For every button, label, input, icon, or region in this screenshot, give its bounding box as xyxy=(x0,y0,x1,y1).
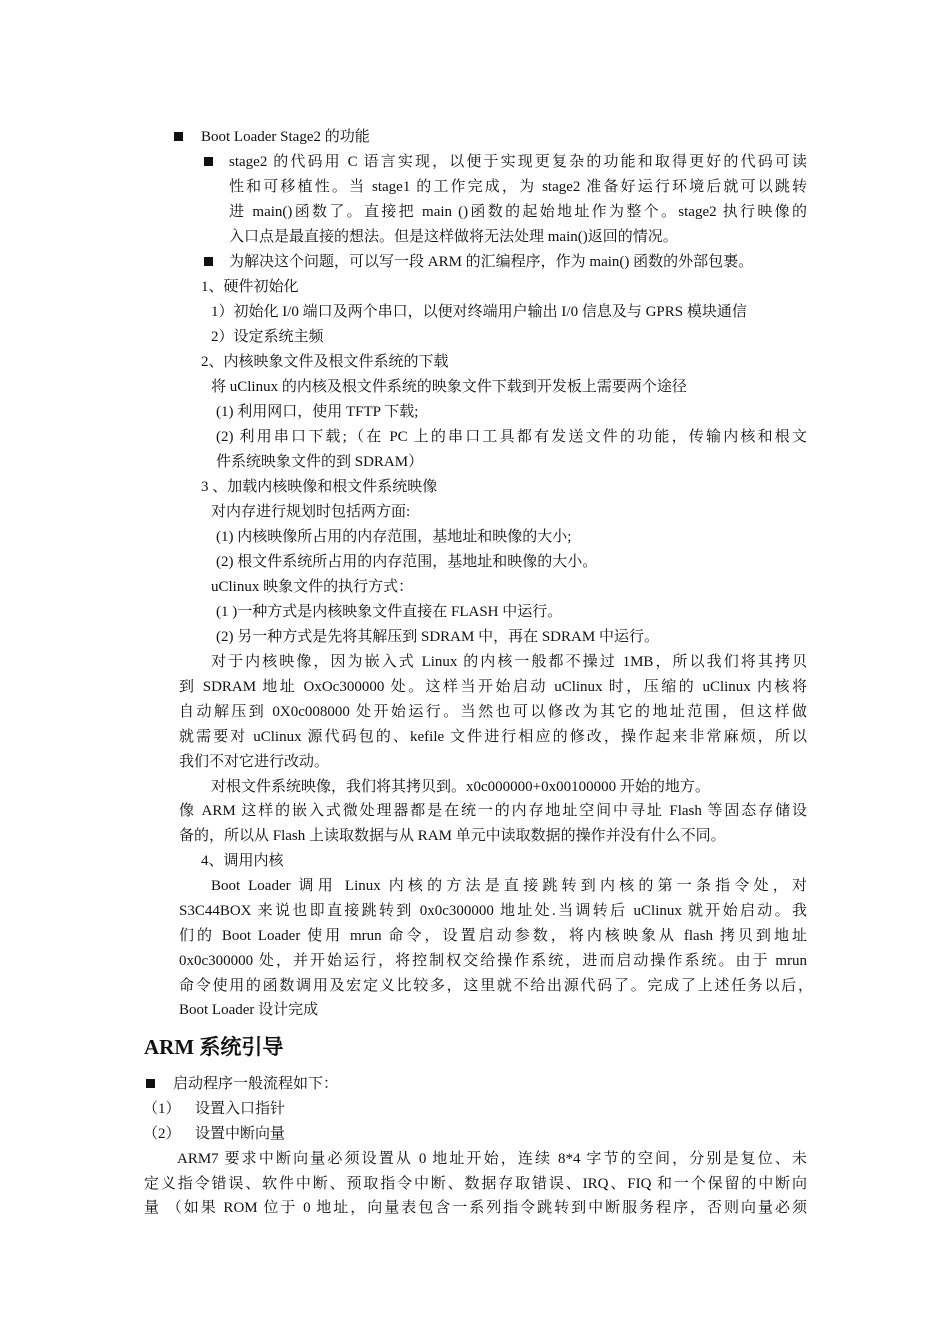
square-bullet-icon xyxy=(174,132,183,141)
list-item: 2）设定系统主频 xyxy=(211,329,324,345)
paragraph-line: 0x0c300000 处，并开始运行，将控制权交给操作系统，进而启动操作系统。由于 mrun xyxy=(179,953,807,969)
list-item: (1 )一种方式是内核映象文件直接在 FLASH 中运行。 xyxy=(216,604,563,620)
paragraph-line: 备的，所以从 Flash 上读取数据与从 RAM 单元中读取数据的操作并没有什么不同。 xyxy=(179,828,726,844)
list-item: (2) 另一种方式是先将其解压到 SDRAM 中，再在 SDRAM 中运行。 xyxy=(216,629,659,645)
paragraph-line: Boot Loader 调用 Linux 内核的方法是直接跳转到内核的第一条指令处，对 xyxy=(211,878,807,894)
paragraph-line: stage2 的代码用 C 语言实现，以便于实现更复杂的功能和取得更好的代码可读 xyxy=(229,154,807,170)
paragraph-line: 入口点是最直接的想法。但是这样做将无法处理 main()返回的情况。 xyxy=(229,229,678,245)
paragraph-line: 将 uClinux 的内核及根文件系统的映象文件下载到开发板上需要两个途径 xyxy=(211,379,687,395)
paragraph-line: Boot Loader 设计完成 xyxy=(179,1002,319,1018)
list-item: (2) 利用串口下载;（在 PC 上的串口工具都有发送文件的功能，传输内核和根文 xyxy=(216,429,807,445)
square-bullet-icon xyxy=(204,157,213,166)
step-number: （2） xyxy=(143,1126,181,1142)
paragraph-line: 自动解压到 0X0c008000 处开始运行。当然也可以修改为其它的地址范围，但这样做 xyxy=(179,704,807,720)
paragraph-line: 为解决这个问题，可以写一段 ARM 的汇编程序，作为 main() 函数的外部包裹。 xyxy=(229,254,754,270)
section-title: Boot Loader Stage2 的功能 xyxy=(201,129,370,145)
subheading: 3 、加载内核映像和根文件系统映像 xyxy=(201,479,438,495)
paragraph-line: 对于内核映像，因为嵌入式 Linux 的内核一般都不操过 1MB，所以我们将其拷贝 xyxy=(211,654,807,670)
paragraph-line: 就需要对 uClinux 源代码包的、kefile 文件进行相应的修改，操作起来非常麻烦，所以 xyxy=(179,729,807,745)
list-item: (1) 内核映像所占用的内存范围，基地址和映像的大小; xyxy=(216,529,572,545)
step-text: 设置入口指针 xyxy=(195,1101,286,1117)
paragraph-line: 性和可移植性。当 stage1 的工作完成，为 stage2 准备好运行环境后就可以跳转 xyxy=(229,179,807,195)
paragraph-line: 我们不对它进行改动。 xyxy=(179,754,330,770)
paragraph-line: 定义指令错误、软件中断、预取指令中断、数据存取错误、IRQ、FIQ 和一个保留的中断向 xyxy=(144,1176,807,1192)
paragraph-line: uClinux 映象文件的执行方式： xyxy=(211,579,414,595)
subheading: 4、调用内核 xyxy=(201,853,284,869)
paragraph-line: 像 ARM 这样的嵌入式微处理器都是在统一的内存地址空间中寻址 Flash 等固态存储设 xyxy=(179,803,807,819)
paragraph-line: 到 SDRAM 地址 OxOc300000 处。这样当开始启动 uClinux 时，压缩的 uClinux 内核将 xyxy=(179,679,807,695)
list-item: 件系统映象文件的到 SDRAM） xyxy=(216,454,424,470)
paragraph-line: 对根文件系统映像，我们将其拷贝到。x0c000000+0x00100000 开始的地方。 xyxy=(211,779,710,795)
list-item: (2) 根文件系统所占用的内存范围，基地址和映像的大小。 xyxy=(216,554,598,570)
step-number: （1） xyxy=(143,1101,181,1117)
square-bullet-icon xyxy=(146,1079,155,1088)
list-item: 1）初始化 I/0 端口及两个串口，以便对终端用户输出 I/0 信息及与 GPRS 模块通信 xyxy=(211,304,747,320)
list-item: (1) 利用网口，使用 TFTP 下载; xyxy=(216,404,419,420)
paragraph-line: S3C44BOX 来说也即直接跳转到 0x0c300000 地址处.当调转后 uClinux 就开始启动。我 xyxy=(179,903,807,919)
paragraph-line: 对内存进行规划时包括两方面: xyxy=(211,504,411,520)
section-heading: ARM 系统引导 xyxy=(144,1035,284,1059)
subheading: 2、内核映象文件及根文件系统的下载 xyxy=(201,354,449,370)
step-text: 设置中断向量 xyxy=(195,1126,286,1142)
paragraph-line: 量 （如果 ROM 位于 0 地址，向量表包含一系列指令跳转到中断服务程序，否则向量必须 xyxy=(144,1200,807,1216)
square-bullet-icon xyxy=(204,257,213,266)
paragraph-line: 们的 Boot Loader 使用 mrun 命令，设置启动参数，将内核映象从 flash 拷贝到地址 xyxy=(179,928,807,944)
paragraph-line: 命令使用的函数调用及宏定义比较多，这里就不给出源代码了。完成了上述任务以后， xyxy=(179,978,813,994)
paragraph-line: 进 main()函数了。直接把 main ()函数的起始地址作为整个。stage2 执行映像的 xyxy=(229,204,807,220)
list-item: 启动程序一般流程如下： xyxy=(173,1076,339,1092)
paragraph-line: ARM7 要求中断向量必须设置从 0 地址开始，连续 8*4 字节的空间，分别是复位、未 xyxy=(177,1151,807,1167)
subheading: 1、硬件初始化 xyxy=(201,279,299,295)
